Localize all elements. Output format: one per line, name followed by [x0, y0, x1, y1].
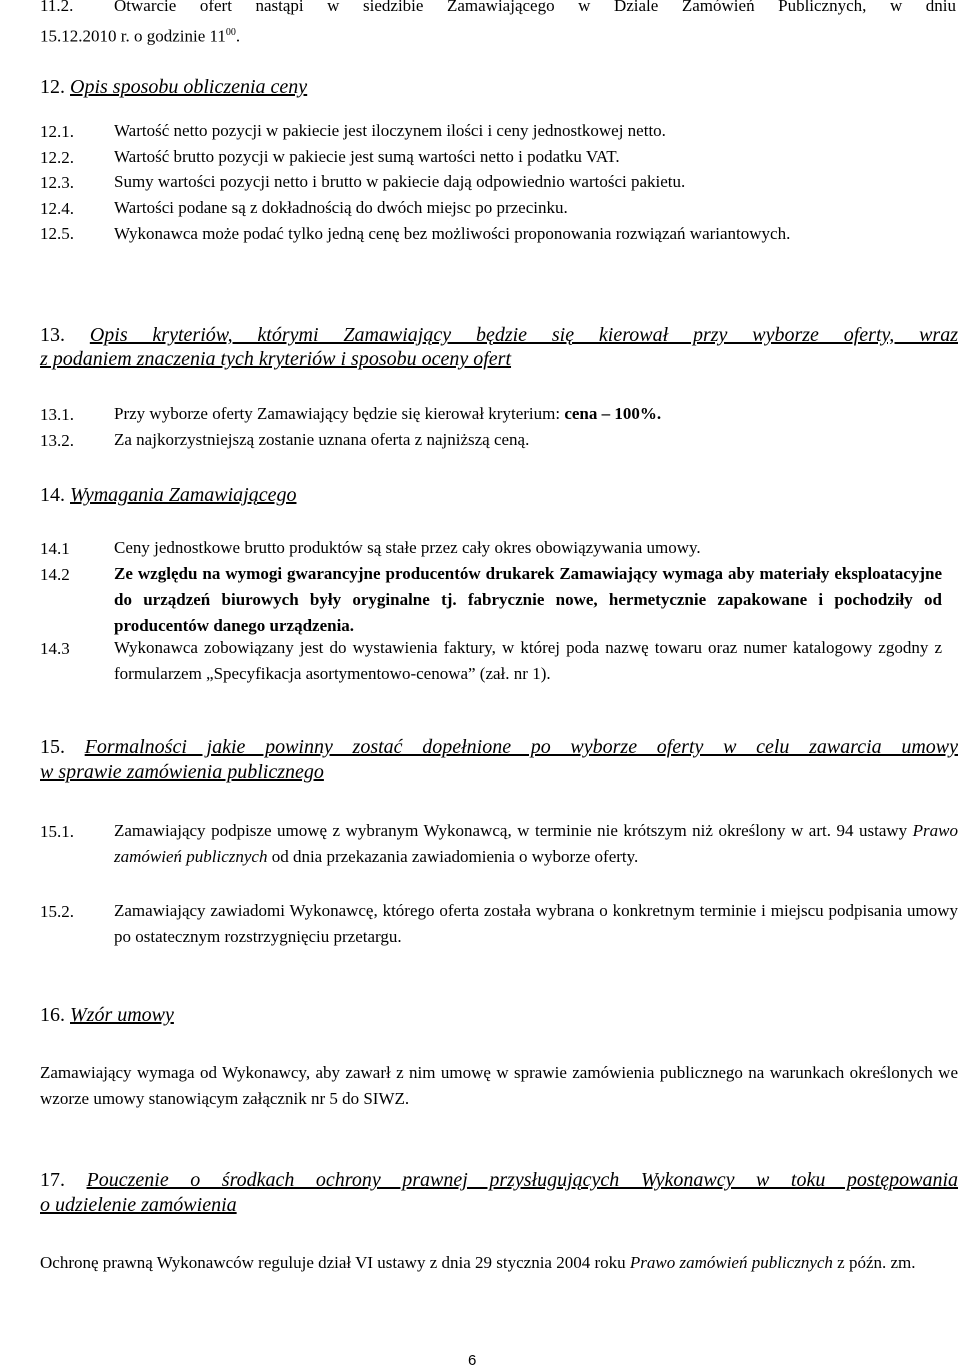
- item-number: 14.1: [40, 539, 70, 558]
- item-text-15-1: Zamawiający podpisze umowę z wybranym Wykonawcą, w terminie nie krótszym niż określony w art. 94 ustawy Prawo zamówień publicznych od dnia przekazania zawiadomienia o wyborze oferty.: [114, 821, 959, 866]
- item-text-14-1: Ceny jednostkowe brutto produktów są stałe przez cały okres obowiązywania umowy.: [114, 538, 701, 557]
- item-number: 12.5.: [40, 224, 74, 243]
- page-number: 6: [468, 1352, 477, 1369]
- section-heading-13: 13. Opis kryteriów, którymi Zamawiający będzie się kierował przy wyborze oferty, wraz: [40, 324, 958, 346]
- item-text-11-2-cont: 15.12.2010 r. o godzinie $11^{00}$.: [40, 26, 241, 46]
- item-text-12-1: Wartość netto pozycji w pakiecie jest iloczynem ilości i ceny jednostkowej netto.: [114, 121, 666, 140]
- section-heading-16: 16. Wzór umowy: [40, 1004, 174, 1026]
- item-number: 14.3: [40, 639, 70, 658]
- item-text-12-5: Wykonawca może podać tylko jedną cenę bez możliwości proponowania rozwiązań wariantowych.: [114, 224, 791, 243]
- item-number: 14.2: [40, 565, 70, 584]
- section-heading-17: 17. Pouczenie o środkach ochrony prawnej przysługujących Wykonawcy w toku postępowania: [40, 1169, 959, 1191]
- section-heading-15-cont: w sprawie zamówienia publicznego: [40, 761, 324, 783]
- item-number: 12.3.: [40, 173, 74, 192]
- section-heading-13-cont: z podaniem znaczenia tych kryteriów i sposobu oceny ofert: [40, 348, 512, 370]
- item-number: 15.1.: [40, 822, 74, 841]
- paragraph-16: Zamawiający wymaga od Wykonawcy, aby zawarł z nim umowę w sprawie zamówienia publicznego na warunkach określonych we wzorze umowy stanowiącym załącznik nr 5 do SIWZ.: [40, 1063, 958, 1108]
- paragraph-17: Ochronę prawną Wykonawców reguluje dział VI ustawy z dnia 29 stycznia 2004 roku Prawo zamówień publicznych z późn. zm.: [40, 1253, 916, 1272]
- item-text-11-2: Otwarcie ofert nastąpi w siedzibie Zamawiającego w Dziale Zamówień Publicznych, w dniu: [114, 0, 956, 15]
- item-number: 13.1.: [40, 405, 74, 424]
- item-number: 12.4.: [40, 199, 74, 218]
- section-heading-14: 14. Wymagania Zamawiającego: [40, 484, 297, 506]
- section-heading-17-cont: o udzielenie zamówienia: [40, 1194, 237, 1216]
- section-heading-15: 15. Formalności jakie powinny zostać dopełnione po wyborze oferty w celu zawarcia umowy: [40, 736, 958, 758]
- item-number: 13.2.: [40, 431, 74, 450]
- item-text-12-2: Wartość brutto pozycji w pakiecie jest sumą wartości netto i podatku VAT.: [114, 147, 620, 166]
- item-number: 15.2.: [40, 902, 74, 921]
- item-text-14-3: Wykonawca zobowiązany jest do wystawienia faktury, w której poda nazwę towaru oraz numer katalogowy zgodny z formularzem „Specyfikacja asortymentowo-cenowa” (zał. nr 1).: [114, 638, 942, 683]
- item-text-13-1: Przy wyborze oferty Zamawiający będzie się kierował kryterium: cena – 100%.: [114, 404, 662, 423]
- item-number: 11.2.: [40, 0, 74, 15]
- item-text-13-2: Za najkorzystniejszą zostanie uznana oferta z najniższą ceną.: [114, 430, 530, 449]
- section-heading-12: 12. Opis sposobu obliczenia ceny: [40, 76, 308, 98]
- item-text-14-2: Ze względu na wymogi gwarancyjne producentów drukarek Zamawiający wymaga aby materiały eksploatacyjne do urządzeń biurowych były oryginalne tj. fabrycznie nowe, hermetycznie zapakowane i pochodziły od producentów danego urządzenia.: [114, 564, 942, 635]
- item-number: 12.2.: [40, 148, 74, 167]
- item-text-12-4: Wartości podane są z dokładnością do dwóch miejsc po przecinku.: [114, 198, 568, 217]
- item-text-12-3: Sumy wartości pozycji netto i brutto w pakiecie dają odpowiednio wartości pakietu.: [114, 172, 686, 191]
- item-number: 12.1.: [40, 122, 74, 141]
- item-text-15-2: Zamawiający zawiadomi Wykonawcę, którego oferta została wybrana o konkretnym terminie i miejscu podpisania umowy po ostatecznym rozstrzygnięciu przetargu.: [114, 901, 958, 946]
